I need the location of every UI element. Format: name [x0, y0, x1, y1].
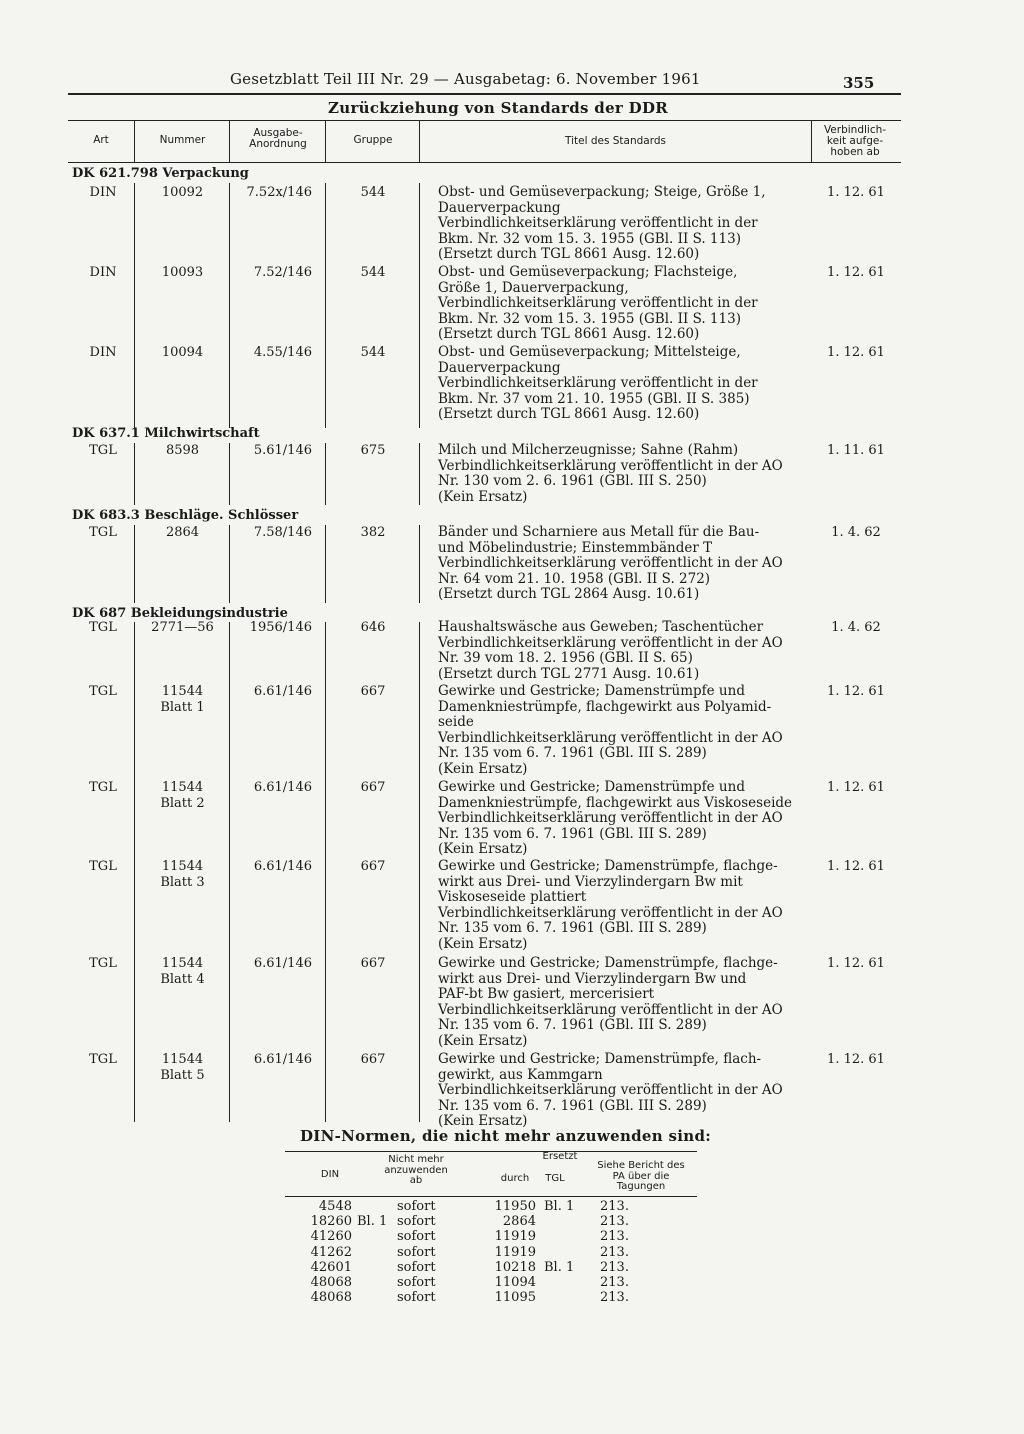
din-row-din: 48068: [310, 1275, 352, 1290]
entry-title-line: (Kein Ersatz): [438, 841, 528, 858]
din-row-din: 42601: [310, 1259, 352, 1275]
entry-nummer: 11544: [161, 684, 204, 699]
entry-title-line: Verbindlichkeitserklärung veröffentlicht in der AO: [438, 555, 783, 572]
entry-gruppe: 544: [360, 265, 386, 280]
din-row-ab: sofort: [397, 1199, 436, 1214]
entry-title-line: Damenkniestrümpfe, flachgewirkt aus Polyamid-: [438, 698, 772, 715]
entry-title-line: Verbindlichkeitserklärung veröffentlicht in der AO: [438, 1001, 783, 1018]
din-row-ab: sofort: [397, 1214, 436, 1230]
entry-blatt: Blatt 3: [160, 874, 205, 890]
entry-title-line: Dauerverpackung: [438, 199, 561, 216]
din-row-ab: sofort: [397, 1290, 436, 1306]
entry-title-line: (Kein Ersatz): [438, 1032, 528, 1049]
col-verb-line: hoben ab: [830, 146, 880, 158]
entry-title-line: Verbindlichkeitserklärung veröffentlicht in der AO: [438, 1082, 783, 1099]
group-heading: DK 621.798 Verpackung: [72, 166, 249, 181]
entry-title: [438, 185, 766, 263]
entry-title-line: Verbindlichkeitserklärung veröffentlicht in der: [438, 295, 758, 312]
din-row-tgl: Bl. 1: [544, 1199, 575, 1214]
entry-datum: 1. 12. 61: [827, 780, 885, 795]
entry-gruppe: 667: [360, 1052, 386, 1067]
entry-title-line: Bänder und Scharniere aus Metall für die Bau-: [438, 524, 760, 540]
entry-title-line: Viskoseseide plattiert: [438, 889, 587, 906]
entry-title-line: gewirkt, aus Kammgarn: [438, 1066, 603, 1083]
col-ausgabe-line: Ausgabe-: [253, 127, 303, 139]
din-col-line: ab: [409, 1175, 423, 1186]
entry-title: [438, 780, 792, 858]
entry-nummer: 11544: [161, 956, 204, 971]
col-ausgabe-line: Anordnung: [249, 138, 307, 150]
running-title: Gesetzblatt Teil III Nr. 29 — Ausgabetag: 6. November 1961: [230, 70, 701, 88]
din-row-siehe: 213.: [600, 1290, 629, 1306]
din-col-line: anzuwenden: [384, 1164, 448, 1176]
group-heading: DK 687 Bekleidungsindustrie: [72, 606, 288, 621]
entry-nummer: 10094: [161, 345, 204, 360]
entry-datum: 1. 12. 61: [827, 684, 885, 699]
entry-ausgabe: 6.61/146: [253, 956, 312, 971]
din-row-siehe: 213.: [600, 1199, 629, 1214]
entry-blatt: Blatt 1: [160, 699, 205, 715]
entry-title-line: Haushaltswäsche aus Geweben; Taschentücher: [438, 619, 764, 635]
din-col-ersetzt: Ersetzt: [542, 1151, 578, 1162]
entry-title-line: wirkt aus Drei- und Vierzylindergarn Bw mit: [438, 873, 743, 890]
col-divider: [325, 183, 326, 428]
entry-nummer: 2771—56: [151, 620, 214, 635]
din-row-siehe: 213.: [600, 1275, 629, 1290]
din-table-top-rule: [285, 1151, 697, 1152]
entry-title-line: Gewirke und Gestricke; Damenstrümpfe und: [438, 683, 745, 699]
entry-title-line: Verbindlichkeitserklärung veröffentlicht in der: [438, 215, 758, 232]
entry-title-line: Nr. 135 vom 6. 7. 1961 (GBl. III S. 289): [438, 1017, 707, 1034]
entry-nummer: 11544: [161, 1052, 204, 1067]
din-col-tgl: TGL: [545, 1173, 565, 1184]
col-verb-line: Verbindlich-: [823, 124, 887, 136]
din-col-line: Siehe Bericht des: [597, 1160, 685, 1171]
entry-title-line: (Kein Ersatz): [438, 1113, 528, 1130]
entry-title-line: Bkm. Nr. 37 vom 21. 10. 1955 (GBl. II S. 385): [438, 390, 750, 407]
header-rule: [68, 93, 901, 95]
entry-title-line: Bkm. Nr. 32 vom 15. 3. 1955 (GBl. II S. 113): [438, 310, 741, 327]
din-row-durch: 11095: [494, 1290, 536, 1306]
entry-title-line: Gewirke und Gestricke; Damenstrümpfe und: [438, 779, 745, 795]
group-heading: DK 637.1 Milchwirtschaft: [72, 426, 260, 441]
entry-title-line: Damenkniestrümpfe, flachgewirkt aus Viskoseseide: [438, 794, 793, 811]
entry-title-line: Verbindlichkeitserklärung veröffentlicht in der AO: [438, 729, 783, 746]
din-row-din: 48068: [310, 1290, 352, 1306]
entry-gruppe: 667: [360, 780, 386, 795]
entry-title-line: Gewirke und Gestricke; Damenstrümpfe, flachge-: [438, 858, 778, 874]
din-col-line: Nicht mehr: [388, 1154, 444, 1165]
entry-art: DIN: [89, 265, 117, 280]
col-gruppe: Gruppe: [353, 134, 393, 146]
entry-gruppe: 667: [360, 859, 386, 874]
entry-nummer: 11544: [161, 780, 204, 795]
din-row-durch: 10218: [494, 1259, 536, 1275]
din-row-siehe: 213.: [600, 1244, 629, 1260]
din-col-din: DIN: [320, 1169, 340, 1180]
entry-title-line: Nr. 135 vom 6. 7. 1961 (GBl. III S. 289): [438, 825, 707, 842]
entry-title-line: Nr. 135 vom 6. 7. 1961 (GBl. III S. 289): [438, 745, 707, 762]
entry-title: [438, 525, 783, 603]
col-divider: [134, 183, 135, 428]
entry-art: TGL: [89, 620, 117, 635]
col-nummer: Nummer: [159, 134, 206, 146]
col-art: Art: [93, 134, 109, 146]
entry-datum: 1. 4. 62: [831, 525, 881, 540]
entry-title-line: Verbindlichkeitserklärung veröffentlicht in der AO: [438, 457, 783, 474]
entry-art: DIN: [89, 185, 117, 200]
entry-title-line: (Kein Ersatz): [438, 935, 528, 952]
entry-art: TGL: [89, 525, 117, 540]
entry-title-line: (Ersetzt durch TGL 8661 Ausg. 12.60): [438, 406, 700, 423]
entry-ausgabe: 6.61/146: [253, 1052, 312, 1067]
entry-nummer: 8598: [165, 443, 200, 458]
entry-gruppe: 646: [360, 620, 386, 635]
entry-title-line: Bkm. Nr. 32 vom 15. 3. 1955 (GBl. II S. 113): [438, 230, 741, 247]
col-ausgabe: [230, 128, 326, 150]
din-row-siehe: 213.: [600, 1214, 629, 1230]
col-verbindlichkeit: [812, 125, 898, 158]
entry-title-line: Verbindlichkeitserklärung veröffentlicht in der AO: [438, 904, 783, 921]
entry-title-line: Obst- und Gemüseverpackung; Mittelsteige,: [438, 344, 741, 360]
entry-datum: 1. 4. 62: [831, 620, 881, 635]
entry-title-line: (Ersetzt durch TGL 8661 Ausg. 12.60): [438, 326, 700, 343]
entry-ausgabe: 7.58/146: [253, 525, 312, 540]
entry-nummer: 10093: [161, 265, 204, 280]
entry-datum: 1. 12. 61: [827, 185, 885, 200]
entry-title: [438, 443, 783, 505]
col-verb-line: keit aufge-: [826, 135, 884, 147]
entry-title: [438, 620, 783, 682]
entry-gruppe: 667: [360, 684, 386, 699]
entry-ausgabe: 7.52x/146: [246, 185, 312, 200]
entry-datum: 1. 12. 61: [827, 1052, 885, 1067]
entry-title-line: (Ersetzt durch TGL 2771 Ausg. 10.61): [438, 665, 700, 682]
din-row-ab: sofort: [397, 1229, 436, 1245]
table-header-rule: [68, 162, 901, 163]
entry-art: TGL: [89, 859, 117, 874]
din-row-ab: sofort: [397, 1244, 436, 1260]
page-number: 355: [843, 74, 875, 92]
entry-ausgabe: 1956/146: [249, 620, 312, 635]
entry-ausgabe: 5.61/146: [253, 443, 312, 458]
entry-gruppe: 382: [360, 525, 386, 540]
din-row-din: 4548: [318, 1199, 352, 1214]
din-row-durch: 11094: [494, 1275, 536, 1290]
entry-title: [438, 265, 758, 343]
entry-datum: 1. 12. 61: [827, 265, 885, 280]
entry-art: TGL: [89, 443, 117, 458]
din-row-durch: 11919: [494, 1229, 536, 1245]
entry-nummer: 10092: [161, 185, 204, 200]
din-row-durch: 11950: [494, 1199, 536, 1214]
entry-datum: 1. 12. 61: [827, 956, 885, 971]
entry-art: DIN: [89, 345, 117, 360]
entry-title-line: (Kein Ersatz): [438, 488, 528, 505]
entry-gruppe: 544: [360, 345, 386, 360]
entry-blatt: Blatt 4: [160, 971, 205, 987]
din-col-siehe: [585, 1161, 697, 1193]
entry-datum: 1. 11. 61: [827, 443, 885, 458]
entry-title-line: Nr. 135 vom 6. 7. 1961 (GBl. III S. 289): [438, 920, 707, 937]
entry-title-line: wirkt aus Drei- und Vierzylindergarn Bw und: [438, 970, 747, 987]
din-col-line: Tagungen: [616, 1181, 666, 1192]
entry-title-line: Größe 1, Dauerverpackung,: [438, 279, 629, 296]
col-divider: [229, 183, 230, 428]
col-divider: [419, 183, 420, 428]
entry-ausgabe: 6.61/146: [253, 684, 312, 699]
entry-title-line: Verbindlichkeitserklärung veröffentlicht in der: [438, 375, 758, 392]
entry-title-line: Obst- und Gemüseverpackung; Flachsteige,: [438, 264, 738, 280]
din-row-blatt: Bl. 1: [357, 1214, 388, 1230]
col-divider: [134, 120, 135, 162]
entry-title-line: PAF-bt Bw gasiert, mercerisiert: [438, 986, 655, 1003]
entry-nummer: 2864: [165, 525, 200, 540]
din-row-siehe: 213.: [600, 1259, 629, 1275]
entry-title-line: seide: [438, 714, 474, 731]
din-row-ab: sofort: [397, 1259, 436, 1275]
col-divider: [811, 120, 812, 162]
entry-gruppe: 544: [360, 185, 386, 200]
entry-blatt: Blatt 5: [160, 1067, 205, 1083]
table-top-rule: [68, 120, 901, 121]
col-divider: [325, 120, 326, 162]
din-row-siehe: 213.: [600, 1229, 629, 1245]
entry-title-line: Nr. 135 vom 6. 7. 1961 (GBl. III S. 289): [438, 1097, 707, 1114]
col-titel: Titel des Standards: [564, 135, 666, 147]
entry-title-line: Verbindlichkeitserklärung veröffentlicht in der AO: [438, 634, 783, 651]
section-title: Zurückziehung von Standards der DDR: [328, 99, 669, 117]
entry-title-line: Milch und Milcherzeugnisse; Sahne (Rahm): [438, 442, 739, 458]
group-heading: DK 683.3 Beschläge. Schlösser: [72, 508, 299, 523]
din-row-din: 41262: [310, 1244, 352, 1260]
din-row-din: 18260: [310, 1214, 352, 1230]
entry-ausgabe: 4.55/146: [253, 345, 312, 360]
entry-art: TGL: [89, 780, 117, 795]
entry-ausgabe: 6.61/146: [253, 780, 312, 795]
entry-ausgabe: 6.61/146: [253, 859, 312, 874]
din-col-nicht-mehr: [370, 1155, 462, 1187]
entry-title-line: (Kein Ersatz): [438, 760, 528, 777]
entry-title-line: Obst- und Gemüseverpackung; Steige, Größe 1,: [438, 184, 766, 200]
din-row-din: 41260: [310, 1229, 352, 1245]
entry-art: TGL: [89, 1052, 117, 1067]
entry-title: [438, 684, 783, 778]
entry-gruppe: 675: [360, 443, 386, 458]
din-row-ab: sofort: [397, 1275, 436, 1290]
entry-gruppe: 667: [360, 956, 386, 971]
entry-title-line: (Ersetzt durch TGL 2864 Ausg. 10.61): [438, 586, 700, 603]
entry-title: [438, 859, 783, 953]
entry-art: TGL: [89, 684, 117, 699]
din-row-durch: 2864: [502, 1214, 536, 1230]
din-col-durch: durch: [500, 1173, 530, 1184]
entry-datum: 1. 12. 61: [827, 859, 885, 874]
entry-title-line: Nr. 130 vom 2. 6. 1961 (GBl. III S. 250): [438, 473, 707, 490]
entry-title-line: Gewirke und Gestricke; Damenstrümpfe, flachge-: [438, 955, 778, 971]
entry-title: [438, 345, 758, 423]
col-divider: [419, 120, 420, 162]
entry-ausgabe: 7.52/146: [253, 265, 312, 280]
entry-datum: 1. 12. 61: [827, 345, 885, 360]
din-row-durch: 11919: [494, 1244, 536, 1260]
entry-title-line: Nr. 39 vom 18. 2. 1956 (GBl. II S. 65): [438, 650, 693, 667]
entry-title: [438, 956, 783, 1050]
entry-title-line: Gewirke und Gestricke; Damenstrümpfe, flach-: [438, 1051, 762, 1067]
entry-art: TGL: [89, 956, 117, 971]
entry-title: [438, 1052, 783, 1130]
entry-title-line: Verbindlichkeitserklärung veröffentlicht in der AO: [438, 810, 783, 827]
din-section-title: DIN-Normen, die nicht mehr anzuwenden sind:: [300, 1127, 712, 1145]
entry-title-line: Nr. 64 vom 21. 10. 1958 (GBl. II S. 272): [438, 570, 711, 587]
entry-title-line: und Möbelindustrie; Einstemmbänder T: [438, 539, 713, 556]
entry-nummer: 11544: [161, 859, 204, 874]
entry-blatt: Blatt 2: [160, 795, 205, 811]
din-table-header-rule: [285, 1196, 697, 1197]
din-row-tgl: Bl. 1: [544, 1259, 575, 1275]
entry-title-line: (Ersetzt durch TGL 8661 Ausg. 12.60): [438, 246, 700, 263]
col-divider: [229, 120, 230, 162]
din-col-line: PA über die: [612, 1170, 670, 1182]
entry-title-line: Dauerverpackung: [438, 359, 561, 376]
